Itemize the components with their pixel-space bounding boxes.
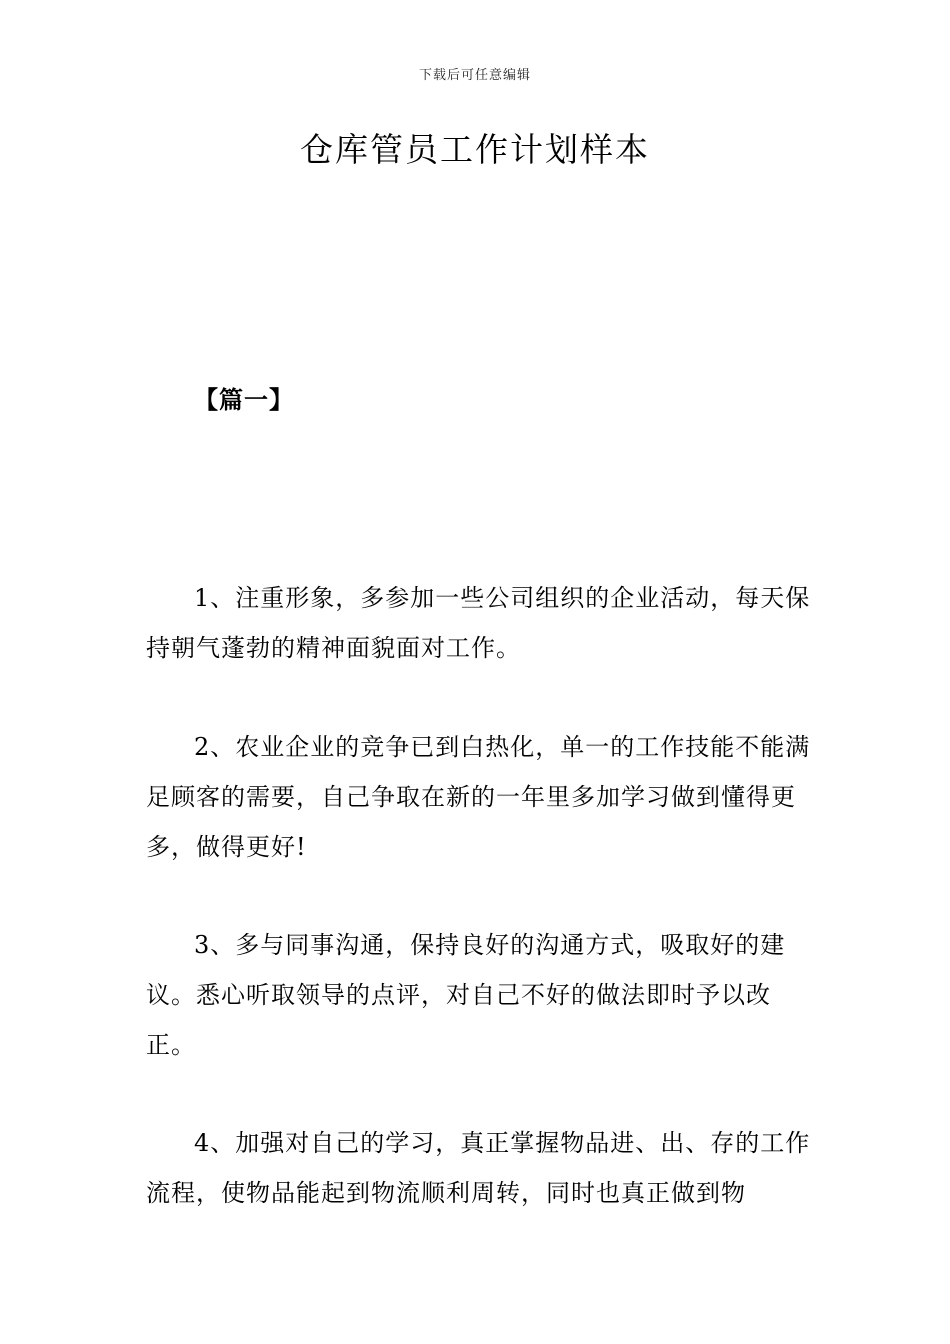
paragraph-4: 4、加强对自己的学习，真正掌握物品进、出、存的工作流程，使物品能起到物流顺利周转，同时也真正做到物 (146, 1129, 811, 1207)
section-heading: 【篇一】 (194, 385, 294, 414)
paragraph-2: 2、农业企业的竞争已到白热化，单一的工作技能不能满足顾客的需要，自己争取在新的一年里多加学习做到懂得更多，做得更好! (146, 733, 811, 861)
paragraph-3: 3、多与同事沟通，保持良好的沟通方式，吸取好的建议。悉心听取领导的点评，对自己不好的做法即时予以改正。 (146, 931, 786, 1059)
header-note: 下载后可任意编辑 (418, 68, 531, 83)
document-title: 仓库管员工作计划样本 (300, 130, 650, 169)
paragraph-1: 1、注重形象，多参加一些公司组织的企业活动，每天保持朝气蓬勃的精神面貌面对工作。 (146, 584, 811, 662)
